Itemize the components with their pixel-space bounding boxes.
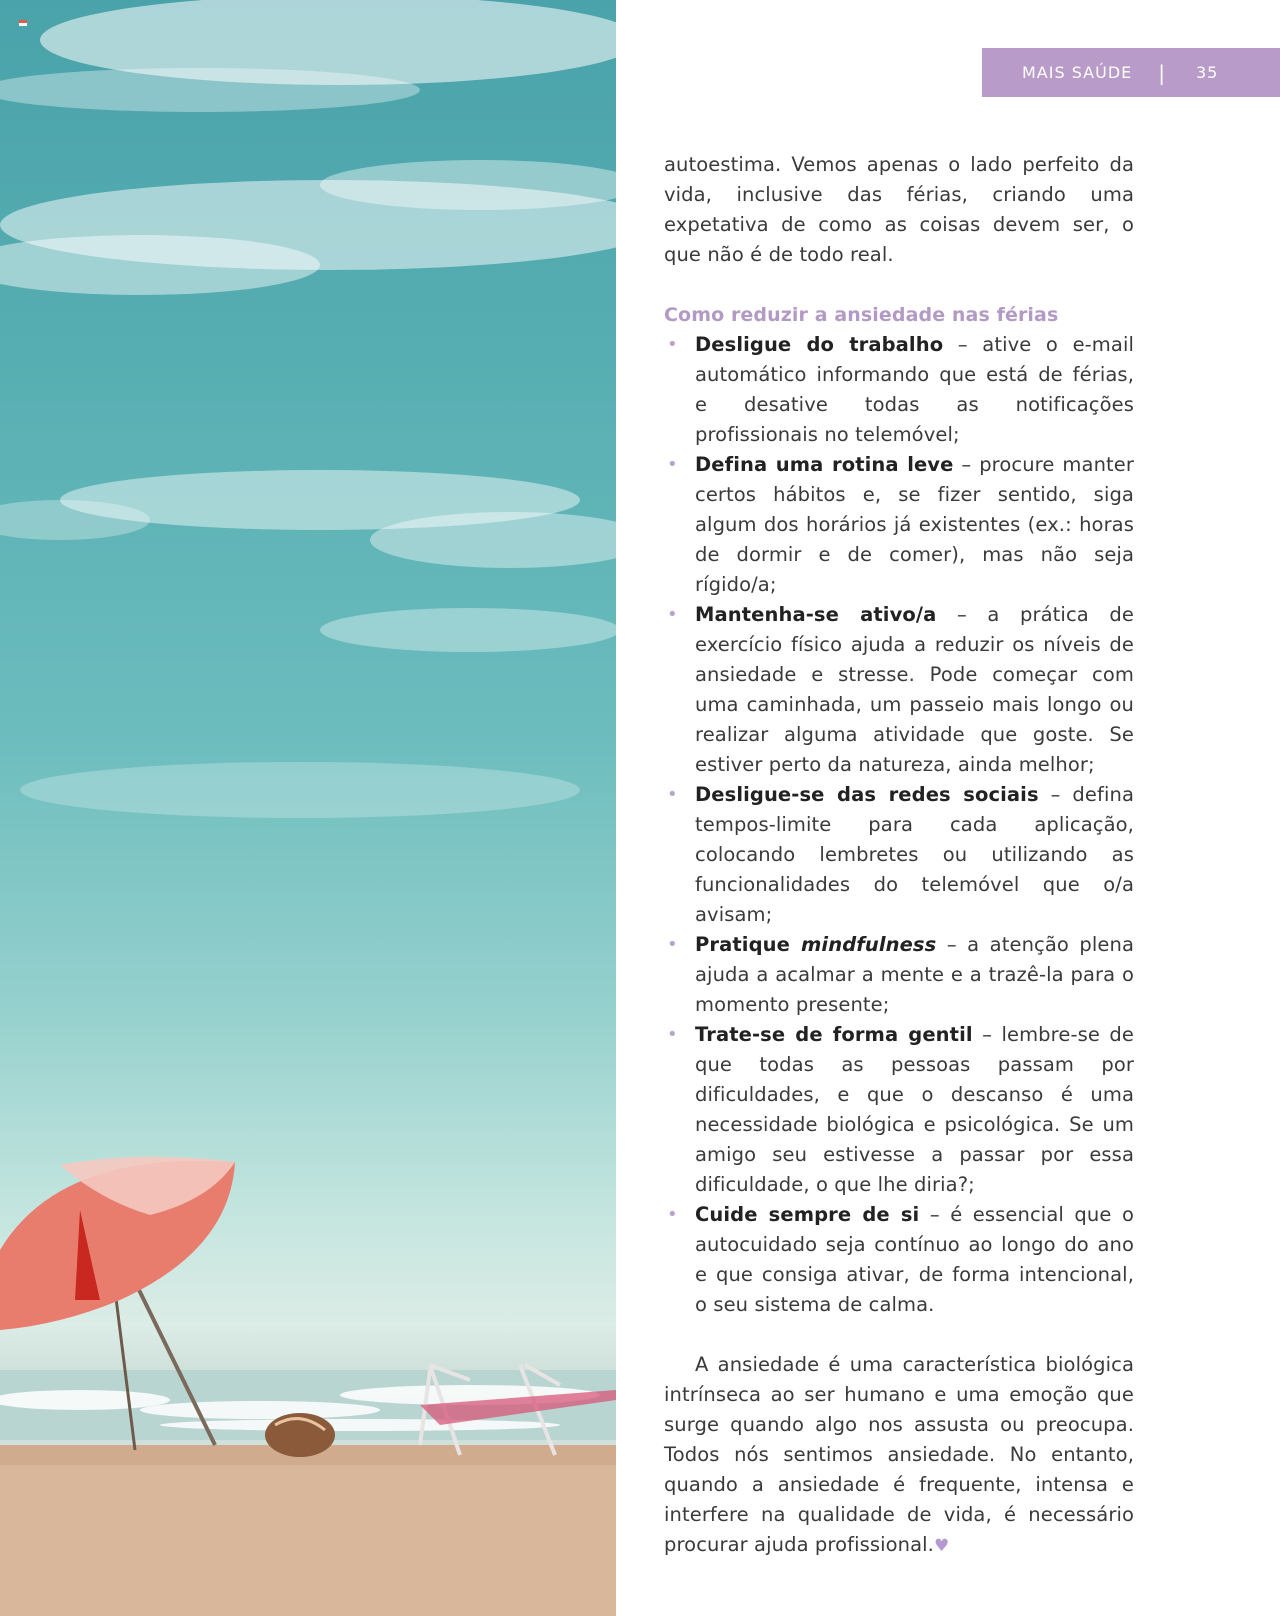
tip-title: Defina uma rotina leve xyxy=(695,453,954,476)
subheading: Como reduzir a ansiedade nas férias xyxy=(664,304,1059,326)
closing-paragraph xyxy=(664,1350,1134,1561)
list-item xyxy=(664,600,1134,780)
list-item xyxy=(664,780,1134,930)
tip-text: – a prática de exercício físico ajuda a reduzir os níveis de ansiedade e stresse. Pode começar com uma caminhada, um passeio mais longo ou realizar alguma atividade que goste. Se estiver perto da natureza, ainda melhor; xyxy=(695,603,1134,776)
tip-title: Mantenha-se ativo/a xyxy=(695,603,937,626)
tip-title: Desligue do trabalho xyxy=(695,333,944,356)
tip-text: – lembre-se de que todas as pessoas passam por dificuldades, e que o descanso é uma necessidade biológica e psicológica. Se um amigo seu estivesse a passar por essa dificuldade, o que lhe diria?; xyxy=(695,1023,1134,1196)
tip-text: – a atenção plena ajuda a acalmar a mente e a trazê-la para o momento presente; xyxy=(695,933,1135,1016)
clouds xyxy=(0,0,616,818)
list-item xyxy=(664,1200,1134,1320)
article-text xyxy=(664,150,1134,1561)
bullet-icon: • xyxy=(667,1024,678,1045)
bullet-icon: • xyxy=(667,934,678,955)
tip-title-text: Pratique xyxy=(695,933,802,956)
closing-text: A ansiedade é uma característica biológica intrínseca ao ser humano e uma emoção que surge quando algo nos assusta ou preocupa. Todos nós sentimos ansiedade. No entanto, quando a ansiedade é frequente, intensa e interfere na qualidade de vida, é necessário procurar ajuda profissional. xyxy=(664,1353,1134,1556)
tip-title xyxy=(695,933,936,956)
bullet-icon: • xyxy=(667,784,678,805)
bullet-icon: • xyxy=(667,1204,678,1225)
tip-text: – defina tempos-limite para cada aplicação, colocando lembretes ou utilizando as funcionalidades do telemóvel que o/a avisam; xyxy=(695,783,1134,926)
list-item xyxy=(664,1020,1134,1200)
beach-illustration xyxy=(0,0,616,1616)
tip-text: – ative o e-mail automático informando que está de férias, e desative todas as notificações profissionais no telemóvel; xyxy=(695,333,1134,446)
bullet-icon: • xyxy=(667,604,678,625)
section-title: MAIS SAÚDE xyxy=(1022,63,1133,82)
tip-title: Trate-se de forma gentil xyxy=(695,1023,973,1046)
heart-icon: ♥ xyxy=(933,1536,950,1556)
beach-photo xyxy=(0,0,616,1616)
list-item xyxy=(664,450,1134,600)
tip-title: Desligue-se das redes sociais xyxy=(695,783,1039,806)
tip-title: Cuide sempre de si xyxy=(695,1203,920,1226)
bullet-icon: • xyxy=(667,334,678,355)
running-header xyxy=(982,48,1280,97)
tip-title-emphasis: mindfulness xyxy=(801,933,937,956)
list-item xyxy=(664,930,1134,1020)
header-separator: | xyxy=(1158,60,1166,85)
intro-paragraph: autoestima. Vemos apenas o lado perfeito da vida, inclusive das férias, criando uma expetativa de como as coisas devem ser, o que não é de todo real. xyxy=(664,153,1134,266)
tips-list xyxy=(664,330,1134,1320)
sand xyxy=(0,1445,616,1616)
tip-text: – é essencial que o autocuidado seja contínuo ao longo do ano e que consiga ativar, de forma intencional, o seu sistema de calma. xyxy=(695,1203,1134,1316)
tip-text: – procure manter certos hábitos e, se fizer sentido, siga algum dos horários já existentes (ex.: horas de dormir e de comer), mas não seja rígido/a; xyxy=(695,453,1134,596)
page-number: 35 xyxy=(1196,63,1219,82)
list-item xyxy=(664,330,1134,450)
bullet-icon: • xyxy=(667,454,678,475)
